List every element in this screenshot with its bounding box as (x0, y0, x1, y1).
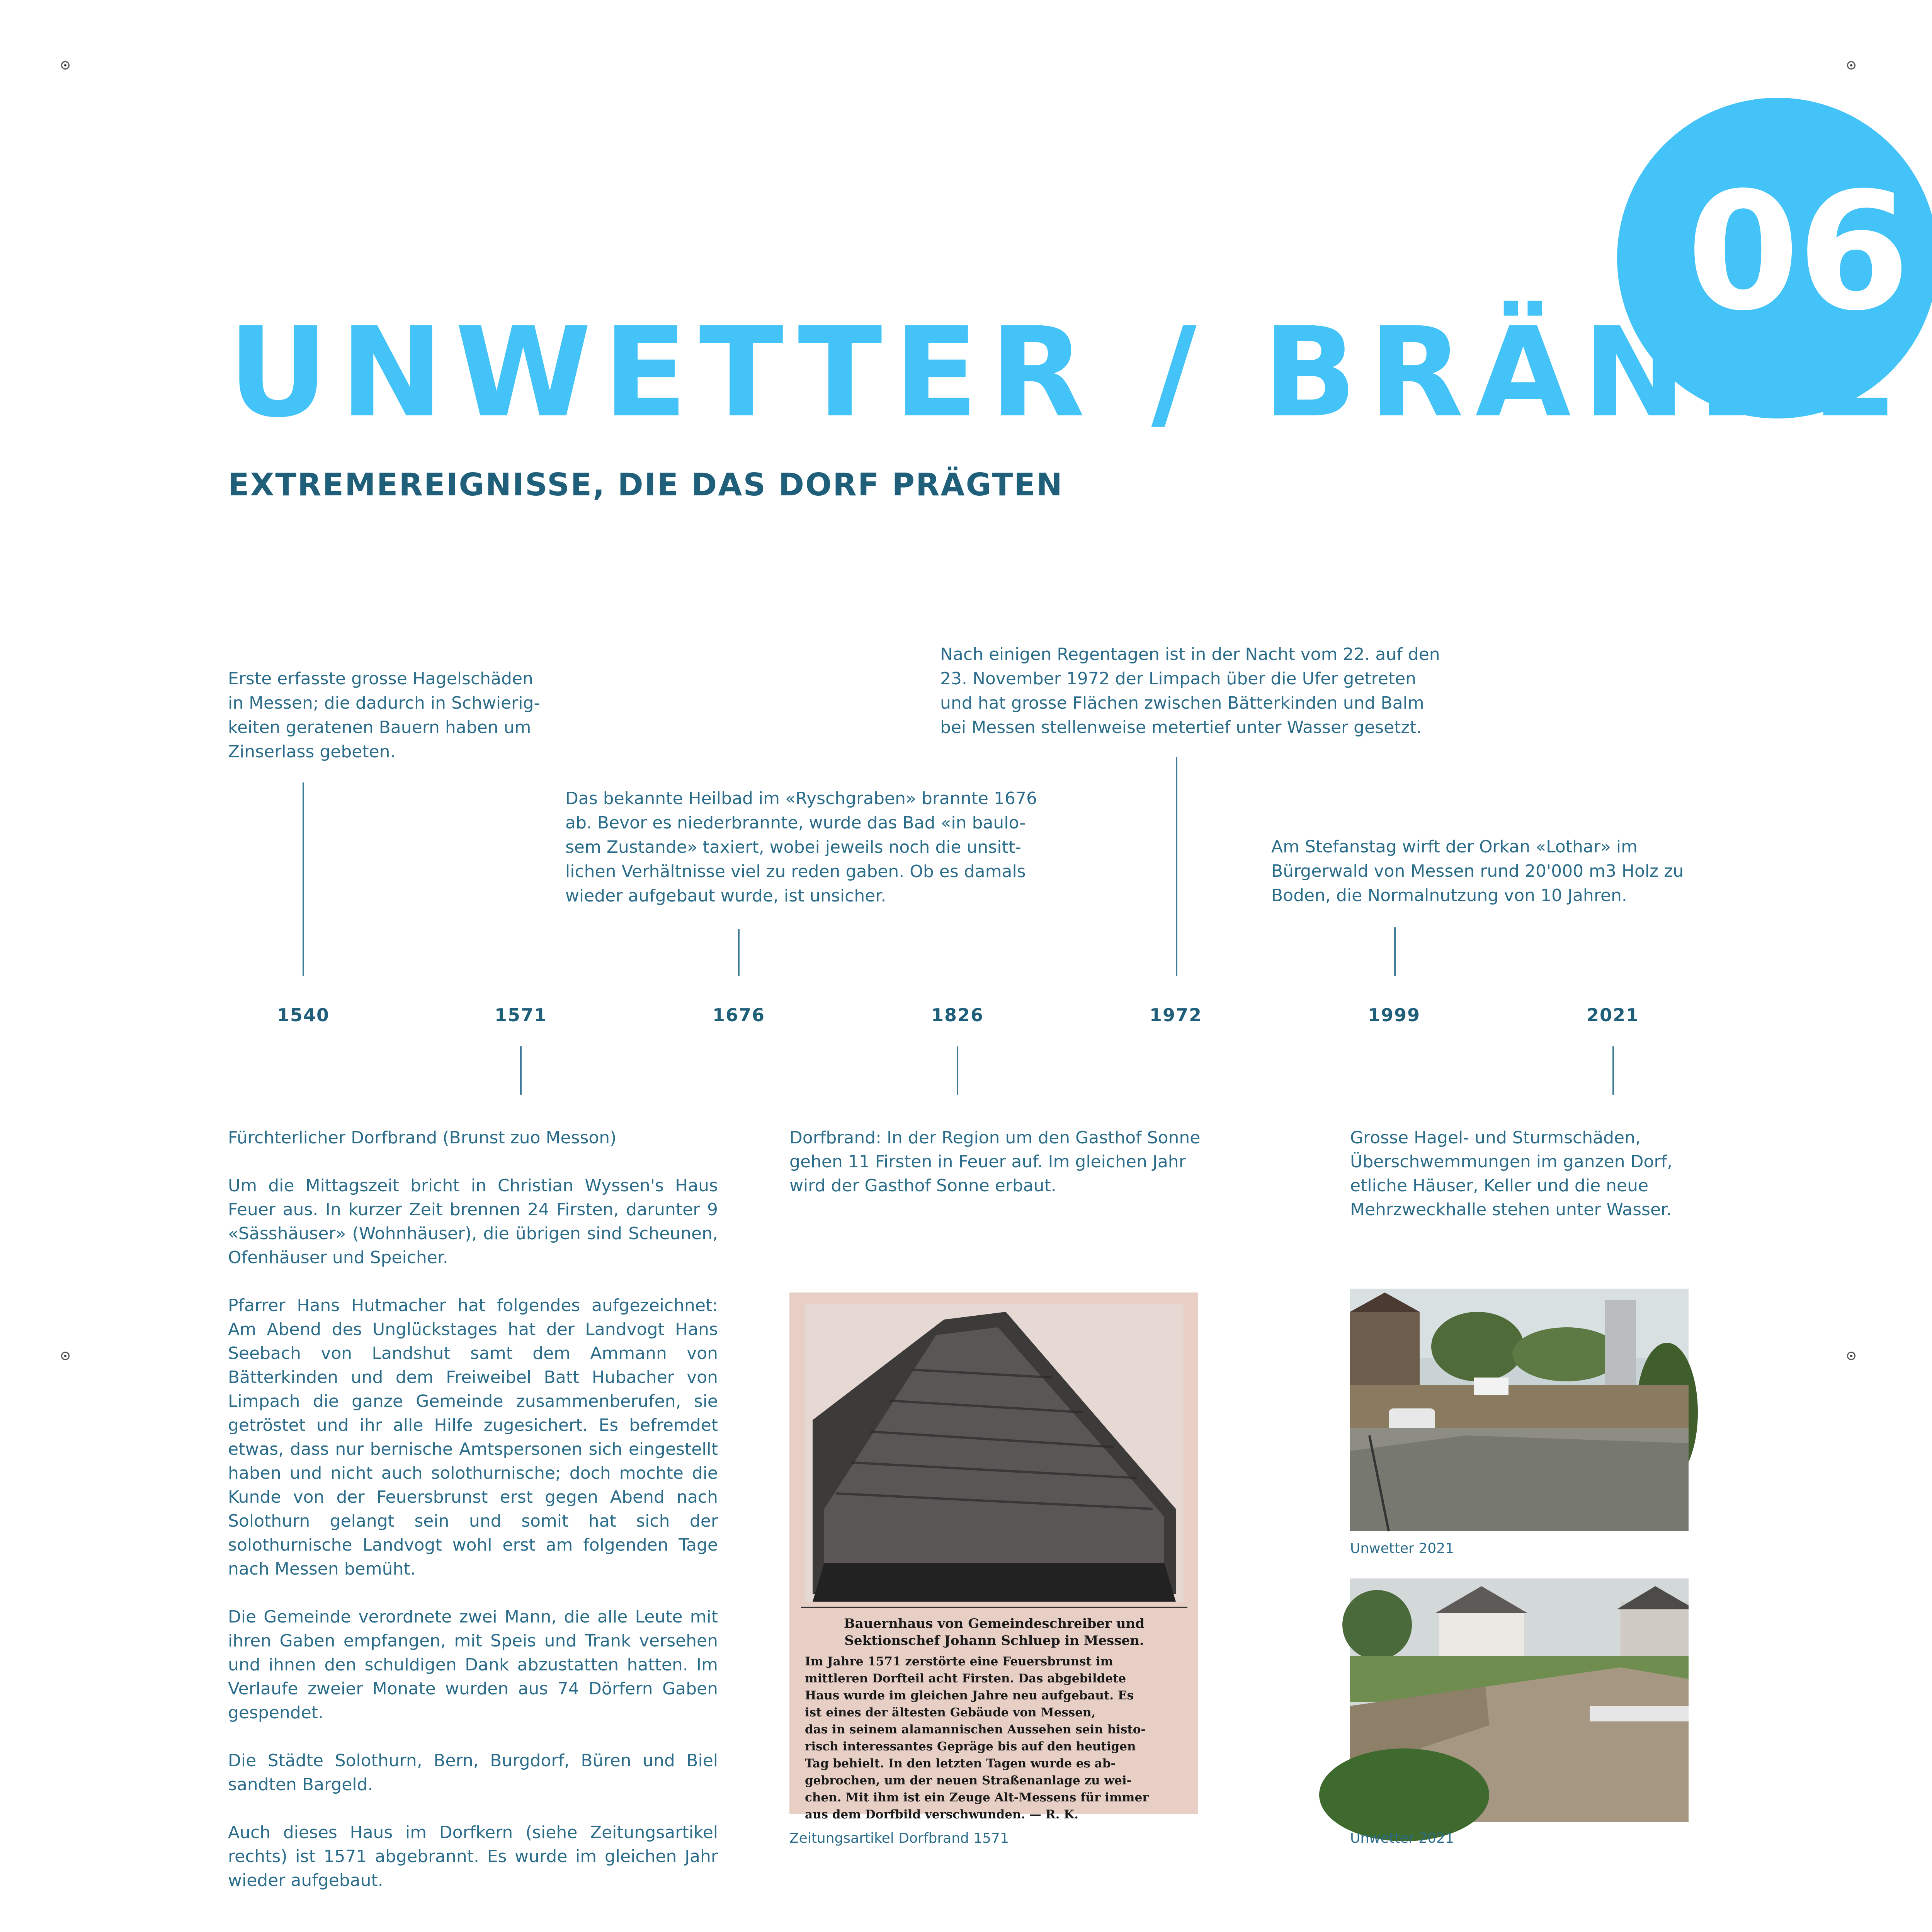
dorfbrand-1826-text: Dorfbrand: In der Region um den Gasthof Sonne gehen 11 Firsten in Feuer auf. Im gleichen Jahr wird der Gasthof Sonne erbaut. (789, 1128, 1201, 1196)
note-line: und hat grosse Flächen zwischen Bätterkinden und Balm (940, 693, 1424, 713)
page-subtitle: EXTREMEREIGNISSE, DIE DAS DORF PRÄGTEN (228, 467, 1063, 503)
newspaper-headline: Bauernhaus von Gemeindeschreiber und Sektionschef Johann Schluep in Messen. (844, 1616, 1145, 1648)
timeline-connector (738, 929, 740, 976)
timeline-year: 1676 (712, 1005, 765, 1026)
newspaper-line: gebrochen, um der neuen Straßenanlage zu wei- (805, 1774, 1132, 1787)
note-line: in Messen; die dadurch in Schwierig- (228, 693, 540, 713)
newspaper-clipping (789, 1293, 1198, 1821)
registration-mark (1847, 1352, 1855, 1360)
unwetter-photo-2 (1350, 1578, 1689, 1822)
note-line: Zinserlass gebeten. (228, 742, 396, 762)
registration-mark (61, 61, 70, 70)
paragraph: Die Gemeinde verordnete zwei Mann, die alle Leute mit ihren Gaben empfangen, mit Speis und Trank versehen und ihnen den schuldigen Dank abzustatten hatten. Im Verlaufe zweier Monate wurden aus 74 Dörfern Gaben gespendet. (228, 1607, 718, 1723)
timeline-year: 1972 (1149, 1005, 1202, 1026)
newspaper-line: Im Jahre 1571 zerstörte eine Feuersbrunst im (805, 1655, 1113, 1668)
board-number: 06 (1687, 158, 1908, 347)
note-line: Am Stefanstag wirft der Orkan «Lothar» im (1271, 837, 1638, 857)
paragraph: Pfarrer Hans Hutmacher hat folgendes aufgezeichnet: Am Abend des Unglückstages hat der Landvogt Hans Seebach von Landshut samt dem Ammann von Bätterkinden und dem Freiweibel Batt Hubacher von Limpach die ganze Gemeinde zusammenberufen, sie getröstet und ihr alle Hilfe zugesichert. Es befremdet etwas, dass nur bernische Amtspersonen sich eingestellt haben und nicht auch solothurnische; doch mochte die Kunde von der Feuersbrunst erst gegen Abend nach Solothurn gelangt sein und somit hat sich der solothurnische Landvogt wohl erst am folgenden Tage nach Messen bemüht. (228, 1296, 718, 1579)
timeline-connector (303, 782, 304, 976)
timeline-year: 1571 (494, 1005, 548, 1026)
note-line: bei Messen stellenweise metertief unter Wasser gesetzt. (940, 718, 1422, 737)
paragraph: Auch dieses Haus im Dorfkern (siehe Zeitungsartikel rechts) ist 1571 abgebrannt. Es wurde im gleichen Jahr wieder aufgebaut. (228, 1823, 718, 1890)
paragraph: Um die Mittagszeit bricht in Christian Wyssen's Haus Feuer aus. In kurzer Zeit brennen 24 Firsten, darunter 9 «Sässhäuser» (Wohnhäuser), die übrigen sind Scheunen, Ofenhäuser und Speicher. (228, 1176, 718, 1267)
unwetter-caption-2: Unwetter 2021 (1350, 1830, 1454, 1846)
note-line: sem Zustande» taxiert, wobei jeweils noch die unsitt- (565, 837, 1021, 857)
newspaper-line: mittleren Dorfteil acht Firsten. Das abgebildete (805, 1672, 1126, 1685)
timeline-connector (1612, 1046, 1614, 1095)
note-line: wieder aufgebaut wurde, ist unsicher. (565, 886, 886, 906)
newspaper-line: Tag behielt. In den letzten Tagen wurde es ab- (805, 1757, 1116, 1770)
newspaper-line: risch interessantes Gepräge bis auf den heutigen (805, 1740, 1136, 1753)
note-line: Das bekannte Heilbad im «Ryschgraben» brannte 1676 (565, 789, 1037, 808)
timeline-note-1999 (1271, 835, 1735, 908)
registration-mark (61, 1352, 70, 1360)
newspaper-text (805, 1615, 1184, 1823)
unwetter-caption-1: Unwetter 2021 (1350, 1541, 1454, 1556)
unwetter-photo-1 (1350, 1289, 1689, 1531)
timeline-year: 1826 (931, 1005, 984, 1026)
note-line: keiten geratenen Bauern haben um (228, 718, 531, 737)
timeline-year: 1540 (277, 1005, 330, 1026)
note-line: Boden, die Normalnutzung von 10 Jahren. (1271, 886, 1627, 905)
newspaper-caption: Zeitungsartikel Dorfbrand 1571 (789, 1830, 1009, 1846)
timeline-connector (957, 1046, 958, 1095)
newspaper-line: das in seinem alamannischen Aussehen sein histo- (805, 1723, 1146, 1736)
timeline-year: 2021 (1586, 1005, 1639, 1026)
timeline-note-1972 (940, 642, 1481, 740)
note-line: Bürgerwald von Messen rund 20'000 m3 Holz zu (1271, 861, 1684, 881)
page-title: UNWETTER / BRÄNDE (228, 301, 1908, 445)
note-line: 23. November 1972 der Limpach über die Ufer getreten (940, 669, 1417, 689)
dorfbrand-1571-text (228, 1126, 718, 1917)
paragraph: Die Städte Solothurn, Bern, Burgdorf, Büren und Biel sandten Bargeld. (228, 1751, 718, 1794)
timeline-connector (520, 1046, 522, 1095)
note-line: Erste erfasste grosse Hagelschäden (228, 669, 533, 689)
newspaper-line: Haus wurde im gleichen Jahre neu aufgebaut. Es (805, 1689, 1134, 1702)
newspaper-line: aus dem Dorfbild verschwunden. — R. K. (805, 1808, 1078, 1821)
note-line: lichen Verhältnisse viel zu reden gaben. Ob es damals (565, 862, 1026, 881)
newspaper-line: ist eines der ältesten Gebäude von Messen, (805, 1706, 1096, 1719)
note-line: ab. Bevor es niederbrannte, wurde das Bad «in baulo- (565, 813, 1026, 833)
timeline-note-1540 (228, 667, 576, 764)
timeline-year: 1999 (1367, 1005, 1421, 1026)
timeline-connector (1176, 757, 1177, 976)
timeline-connector (1394, 927, 1396, 976)
registration-mark (1847, 61, 1855, 70)
note-line: Nach einigen Regentagen ist in der Nacht vom 22. auf den (940, 645, 1440, 664)
timeline-note-1676 (565, 786, 1068, 908)
section-heading: Fürchterlicher Dorfbrand (Brunst zuo Messon) (228, 1128, 617, 1148)
unwetter-2021-text: Grosse Hagel- und Sturmschäden, Überschwemmungen im ganzen Dorf, etliche Häuser, Keller und die neue Mehrzweckhalle stehen unter Wasser. (1350, 1128, 1672, 1219)
newspaper-line: chen. Mit ihm ist ein Zeuge Alt-Messens für immer (805, 1791, 1149, 1804)
